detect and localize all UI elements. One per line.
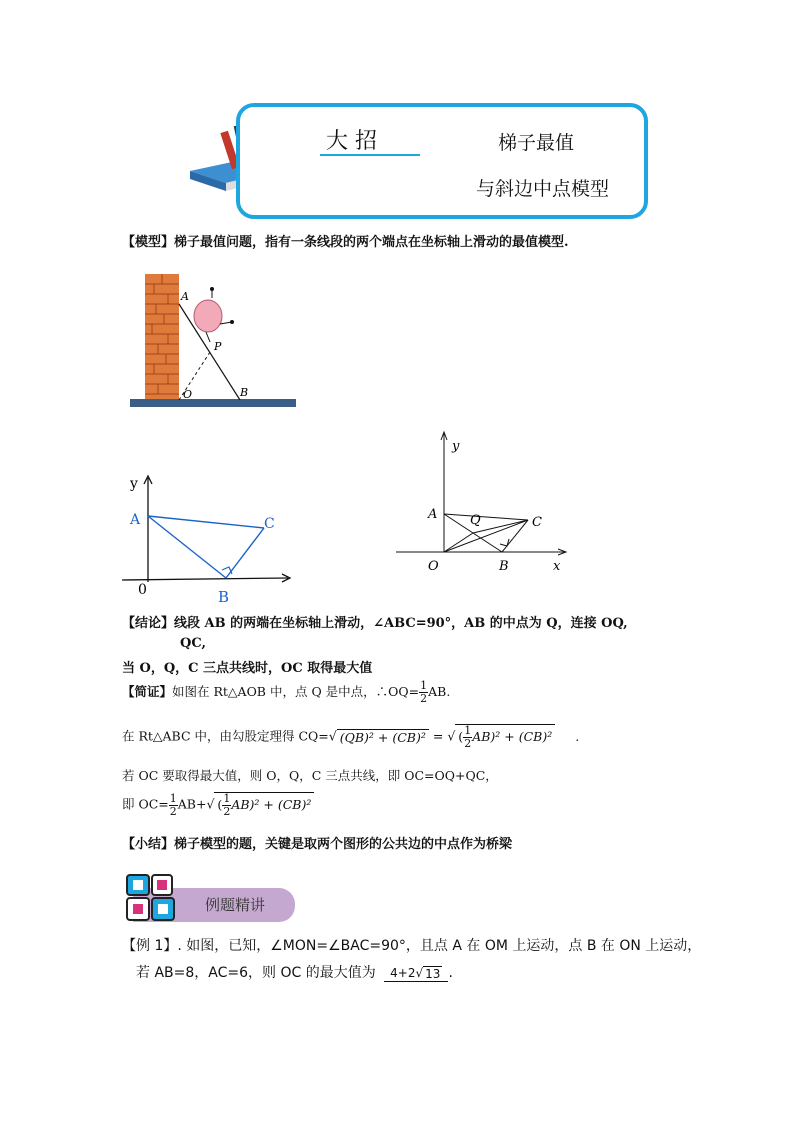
figure-axes-printed bbox=[392, 428, 572, 578]
fig3-label-y: y bbox=[452, 439, 460, 454]
conclusion-line-3: 当 O，Q，C 三点共线时，OC 取得最大值 bbox=[122, 661, 373, 676]
conclusion-tag: 【结论】 bbox=[122, 616, 175, 631]
example-line-1: 【例 1】. 如图，已知，∠MON=∠BAC=90°，且点 A 在 OM 上运动，点 B 在 ON 上运动， bbox=[122, 938, 702, 954]
radicand-2-text: AB)² + (CB)² bbox=[472, 729, 553, 744]
fig2-label-B: B bbox=[218, 588, 230, 605]
sqrt-sign-1: √ bbox=[328, 728, 337, 744]
proof-line-4-mid: AB+ bbox=[177, 796, 207, 812]
fig2-label-C: C bbox=[264, 516, 275, 532]
fraction-half-2 bbox=[463, 725, 472, 750]
answer-radicand: 13 bbox=[425, 966, 441, 981]
proof-line-1-post: AB. bbox=[428, 684, 451, 699]
radicand-3: ( $\frac{1}{2}$ AB)² + (CB)² bbox=[214, 792, 314, 818]
conclusion-text-1: 线段 AB 的两端在坐标轴上滑动，∠ABC=90°，AB 的中点为 Q，连接 OQ, bbox=[174, 616, 628, 631]
summary-line bbox=[122, 833, 512, 852]
example-line-2-post: . bbox=[448, 965, 453, 981]
proof-line-1 bbox=[122, 680, 450, 705]
fig3-label-Q: Q bbox=[470, 513, 481, 528]
section-grid-icon bbox=[124, 872, 180, 924]
answer-blank bbox=[384, 965, 448, 982]
fraction-half-4 bbox=[222, 793, 231, 818]
fraction-numerator-3: 1 bbox=[169, 791, 177, 805]
proof-line-1-pre: 如图在 Rt△AOB 中，点 Q 是中点，∴OQ= bbox=[172, 684, 420, 699]
proof-line-3: 若 OC 要取得最大值，则 O，Q，C 三点共线，即 OC=OQ+QC， bbox=[122, 768, 498, 783]
figure-axes-handdrawn bbox=[118, 470, 298, 605]
proof-line-4 bbox=[122, 792, 314, 818]
proof-tag: 【简证】 bbox=[122, 684, 173, 699]
answer-sqrt-sign: √ bbox=[415, 966, 424, 980]
fig3-label-A: A bbox=[428, 507, 438, 522]
header-underline bbox=[320, 154, 420, 156]
proof-line-2 bbox=[122, 724, 579, 750]
header-title-right-2: 与斜边中点模型 bbox=[476, 178, 610, 200]
radicand-1: (QB)² + (CB)² bbox=[337, 729, 429, 745]
conclusion-line-1 bbox=[122, 612, 628, 631]
section-label: 例题精讲 bbox=[205, 896, 266, 914]
fig2-label-y: y bbox=[130, 476, 138, 492]
example-line-2-pre: 若 AB=8，AC=6，则 OC 的最大值为 bbox=[136, 965, 376, 981]
fig1-label-A: A bbox=[181, 290, 189, 303]
header-title-left: 大 招 bbox=[326, 129, 377, 154]
model-tag: 【模型】 bbox=[122, 235, 175, 250]
proof-line-2-pre: 在 Rt△ABC 中，由勾股定理得 CQ= bbox=[122, 728, 329, 744]
proof-line-2-end: . bbox=[575, 728, 580, 744]
fig3-label-O: O bbox=[428, 559, 439, 574]
fig2-label-A: A bbox=[130, 512, 141, 528]
proof-line-4-pre: 即 OC= bbox=[122, 796, 169, 812]
summary-text: 梯子模型的题，关键是取两个图形的公共边的中点作为桥梁 bbox=[174, 837, 513, 852]
example-line-2 bbox=[136, 962, 453, 982]
fraction-denominator-4: 2 bbox=[223, 805, 231, 818]
fraction-denominator: 2 bbox=[420, 692, 428, 705]
sqrt-sign-2: √ bbox=[447, 728, 456, 744]
fraction-denominator-3: 2 bbox=[169, 804, 177, 818]
header-title-right-1: 梯子最值 bbox=[498, 132, 575, 154]
fraction-numerator: 1 bbox=[420, 679, 428, 692]
radicand-2: ( $\frac{1}{2}$ AB)² + (CB)² bbox=[455, 724, 555, 750]
header-banner bbox=[236, 103, 648, 219]
summary-tag: 【小结】 bbox=[122, 837, 175, 852]
fig3-label-B: B bbox=[499, 559, 509, 574]
model-text: 梯子最值问题，指有一条线段的两个端点在坐标轴上滑动的最值模型. bbox=[174, 235, 569, 250]
fraction-numerator-4: 1 bbox=[223, 792, 231, 805]
fraction-half-3 bbox=[169, 793, 178, 818]
fig2-label-O: 0 bbox=[138, 582, 147, 598]
model-paragraph bbox=[122, 231, 569, 250]
equals-sign: = bbox=[432, 728, 444, 744]
figure-ladder bbox=[128, 270, 298, 412]
fig3-label-C: C bbox=[532, 515, 542, 530]
fig1-label-O: O bbox=[183, 388, 193, 401]
fraction-numerator-2: 1 bbox=[464, 724, 472, 737]
sqrt-sign-3: √ bbox=[206, 796, 215, 812]
fraction-denominator-2: 2 bbox=[464, 737, 472, 750]
answer-pre: 4+2 bbox=[390, 966, 416, 980]
fig3-label-x: x bbox=[553, 559, 561, 574]
radicand-3-text: AB)² + (CB)² bbox=[231, 797, 312, 812]
fig1-label-P: P bbox=[214, 340, 222, 353]
fraction-half bbox=[419, 680, 428, 705]
conclusion-line-2: QC, bbox=[180, 636, 206, 651]
fig1-label-B: B bbox=[240, 386, 249, 399]
